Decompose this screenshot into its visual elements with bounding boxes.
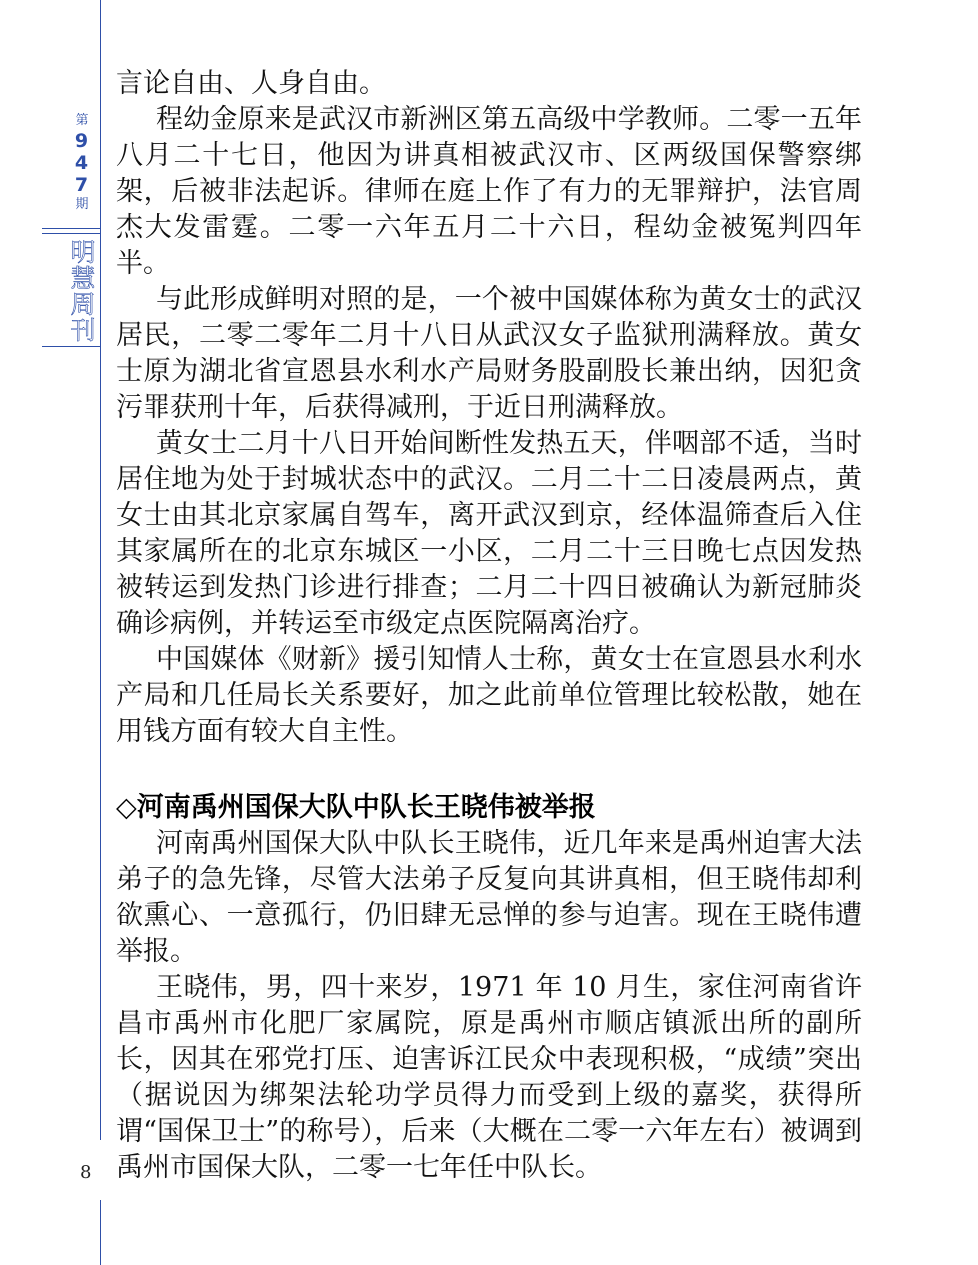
section-heading: ◇河南禹州国保大队中队长王晓伟被举报 [116, 792, 596, 823]
paragraph: 中国媒体《财新》援引知情人士称，黄女士在宣恩县水利水产局和几任局长关系要好，加之此前单位管理比较松散，她在用钱方面有较大自主性。 [116, 644, 862, 747]
page-number: 8 [80, 1162, 92, 1183]
issue-suffix: 期 [75, 197, 89, 212]
paragraph: 言论自由、人身自由。 [116, 68, 386, 99]
magazine-title-char: 周 [70, 290, 96, 319]
magazine-title-char: 慧 [70, 264, 96, 293]
margin-rule [100, 0, 101, 1265]
article-body [116, 66, 862, 1186]
divider [42, 233, 100, 234]
paragraph: 与此形成鲜明对照的是，一个被中国媒体称为黄女士的武汉居民，二零二零年二月十八日从武汉女子监狱刑满释放。黄女士原为湖北省宣恩县水利水产局财务股副股长兼出纳，因犯贪污罪获刑十年，后获得减刑，于近日刑满释放。 [116, 284, 862, 423]
issue-prefix: 第 [75, 113, 89, 128]
magazine-title-char: 明 [70, 238, 96, 267]
magazine-title [68, 240, 98, 344]
margin-rule-gap [96, 1140, 106, 1200]
divider [42, 346, 100, 347]
issue-number [66, 112, 98, 214]
divider [42, 228, 100, 229]
paragraph: 程幼金原来是武汉市新洲区第五高级中学教师。二零一五年八月二十七日，他因为讲真相被武汉市、区两级国保警察绑架，后被非法起诉。律师在庭上作了有力的无罪辩护，法官周杰大发雷霆。二零一六年五月二十六日，程幼金被冤判四年半。 [116, 104, 862, 279]
magazine-title-char: 刊 [70, 316, 96, 345]
paragraph: 黄女士二月十八日开始间断性发热五天，伴咽部不适，当时居住地为处于封城状态中的武汉。二月二十二日凌晨两点，黄女士由其北京家属自驾车，离开武汉到京，经体温筛查后入住其家属所在的北京东城区一小区，二月二十三日晚七点因发热被转运到发热门诊进行排查；二月二十四日被确认为新冠肺炎确诊病例，并转运至市级定点医院隔离治疗。 [116, 428, 862, 639]
paragraph: 河南禹州国保大队中队长王晓伟，近几年来是禹州迫害大法弟子的急先锋，尽管大法弟子反复向其讲真相，但王晓伟却利欲熏心、一意孤行，仍旧肆无忌惮的参与迫害。现在王晓伟遭举报。 [116, 828, 862, 967]
issue-digit: 4 [74, 152, 90, 174]
paragraph: 王晓伟，男，四十来岁，1971 年 10 月生，家住河南省许昌市禹州市化肥厂家属院，原是禹州市顺店镇派出所的副所长，因其在邪党打压、迫害诉江民众中表现积极，“成绩”突出（据说因为绑架法轮功学员得力而受到上级的嘉奖，获得所谓“国保卫士”的称号），后来（大概在二零一六年左右）被调到禹州市国保大队，二零一七年任中队长。 [116, 972, 862, 1183]
issue-digit: 7 [74, 174, 90, 196]
issue-digit: 9 [74, 130, 90, 152]
